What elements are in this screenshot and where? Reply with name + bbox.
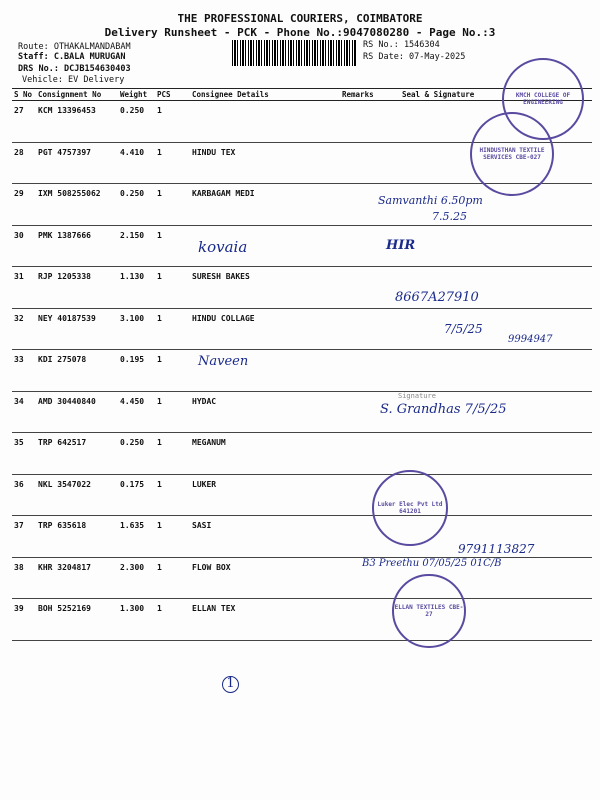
row-weight: 3.100 [120, 313, 145, 323]
table-row [12, 309, 592, 351]
row-pcs: 1 [157, 230, 162, 240]
row-pcs: 1 [157, 521, 162, 530]
barcode [232, 40, 357, 66]
col-consignment: Consignment No [38, 90, 102, 99]
row-sno: 38 [14, 562, 24, 572]
row-consignee: KARBAGAM MEDI [192, 189, 255, 198]
row-sno: 31 [14, 272, 24, 281]
row-sno: 32 [14, 313, 24, 323]
handwriting-samvanthi: Samvanthi 6.50pm [378, 194, 483, 207]
table-row [12, 558, 592, 600]
table-row [12, 267, 592, 309]
row-consignment: RJP 1205338 [38, 272, 91, 281]
row-weight: 0.250 [120, 106, 145, 115]
row-consignment: KCM 13396453 [38, 106, 96, 115]
row-pcs: 1 [157, 272, 162, 281]
runsheet-subtitle: Delivery Runsheet - PCK - Phone No.:9047080280 - Page No.:3 [104, 26, 496, 39]
row-pcs: 1 [157, 189, 162, 198]
ellan-stamp: ELLAN TEXTILES CBE-27 [392, 574, 466, 648]
row-pcs: 1 [157, 562, 162, 572]
row-consignment: KHR 3204817 [38, 562, 91, 572]
handwriting-phone-31: 8667A27910 [395, 290, 479, 305]
row-weight: 1.300 [120, 604, 145, 613]
drs-label: DRS No.: DCJB154630403 [18, 64, 131, 74]
row-consignee: SASI [192, 521, 212, 530]
col-pcs: PCS [157, 90, 171, 99]
handwriting-note-38: B3 Preethu 07/05/25 01C/B [362, 558, 502, 569]
table-row [12, 475, 592, 517]
row-pcs: 1 [157, 106, 162, 115]
hindusthan-stamp: HINDUSTHAN TEXTILE SERVICES CBE-027 [470, 112, 554, 196]
row-weight: 1.130 [120, 272, 145, 281]
row-weight: 1.635 [120, 521, 145, 530]
row-pcs: 1 [157, 604, 162, 613]
handwriting-sgrandhas: S. Grandhas 7/5/25 [380, 402, 507, 417]
handwriting-samvanthi-date: 7.5.25 [432, 210, 467, 223]
row-consignment: TRP 642517 [38, 438, 87, 447]
row-consignment: KDI 275078 [38, 355, 87, 364]
row-consignment: NEY 40187539 [38, 313, 96, 323]
row-weight: 0.175 [120, 479, 145, 489]
rs-number: RS No.: 1546304 [363, 40, 440, 50]
row-consignment: BOH 5252169 [38, 604, 91, 613]
rs-date: RS Date: 07-May-2025 [363, 52, 466, 62]
row-sno: 27 [14, 106, 24, 115]
row-sno: 29 [14, 189, 24, 198]
handwriting-hir: HIR [386, 238, 416, 253]
row-sno: 28 [14, 147, 24, 157]
row-pcs: 1 [157, 355, 162, 364]
company-title: THE PROFESSIONAL COURIERS, COIMBATORE [177, 12, 423, 25]
row-consignment: PMK 1387666 [38, 230, 91, 240]
staff-label: Staff: C.BALA MURUGAN [18, 52, 126, 62]
handwriting-kovaia: kovaia [198, 238, 248, 256]
row-consignment: AMD 30440840 [38, 396, 96, 406]
table-row [12, 599, 592, 641]
row-consignment: PGT 4757397 [38, 147, 91, 157]
row-consignment: TRP 635618 [38, 521, 87, 530]
row-sno: 30 [14, 230, 24, 240]
row-consignee: LUKER [192, 479, 217, 489]
row-sno: 35 [14, 438, 24, 447]
col-remarks: Remarks [342, 90, 374, 99]
row-pcs: 1 [157, 313, 162, 323]
vehicle-label: Vehicle: EV Delivery [22, 75, 125, 85]
row-consignment: NKL 3547022 [38, 479, 91, 489]
signature-label: Signature [398, 392, 436, 400]
handwriting-date-32: 7/5/25 [444, 322, 483, 336]
kmch-stamp: KMCH COLLEGE OF ENGINEERING [502, 58, 584, 140]
handwriting-phone-32: 9994947 [508, 334, 553, 345]
row-sno: 37 [14, 521, 24, 530]
row-pcs: 1 [157, 147, 162, 157]
row-consignee: HINDU TEX [192, 147, 236, 157]
page-circle-mark: 1 [222, 676, 239, 693]
col-weight: Weight [120, 90, 148, 99]
route-label: Route: OTHAKALMANDABAM [18, 42, 131, 52]
row-weight: 0.250 [120, 438, 145, 447]
row-weight: 2.150 [120, 230, 145, 240]
row-weight: 4.450 [120, 396, 145, 406]
col-sno: S No [14, 90, 33, 99]
table-row [12, 226, 592, 268]
row-consignee: ELLAN TEX [192, 604, 236, 613]
col-seal: Seal & Signature [402, 90, 475, 99]
luker-stamp: Luker Elec Pvt Ltd 641201 [372, 470, 448, 546]
row-consignee: SURESH BAKES [192, 272, 250, 281]
table-row [12, 433, 592, 475]
row-sno: 39 [14, 604, 24, 613]
row-pcs: 1 [157, 438, 162, 447]
row-weight: 2.300 [120, 562, 145, 572]
row-consignment: IXM 508255062 [38, 189, 101, 198]
row-sno: 33 [14, 355, 24, 364]
col-consignee: Consignee Details [192, 90, 269, 99]
handwriting-naveen: Naveen [198, 354, 249, 369]
row-consignee: HINDU COLLAGE [192, 313, 255, 323]
row-consignee: MEGANUM [192, 438, 226, 447]
row-sno: 36 [14, 479, 24, 489]
row-sno: 34 [14, 396, 24, 406]
table-row [12, 350, 592, 392]
row-weight: 4.410 [120, 147, 145, 157]
row-pcs: 1 [157, 396, 162, 406]
row-pcs: 1 [157, 479, 162, 489]
row-weight: 0.250 [120, 189, 145, 198]
row-consignee: FLOW BOX [192, 562, 231, 572]
handwriting-phone-37: 9791113827 [458, 542, 535, 556]
row-weight: 0.195 [120, 355, 145, 364]
row-consignee: HYDAC [192, 396, 217, 406]
